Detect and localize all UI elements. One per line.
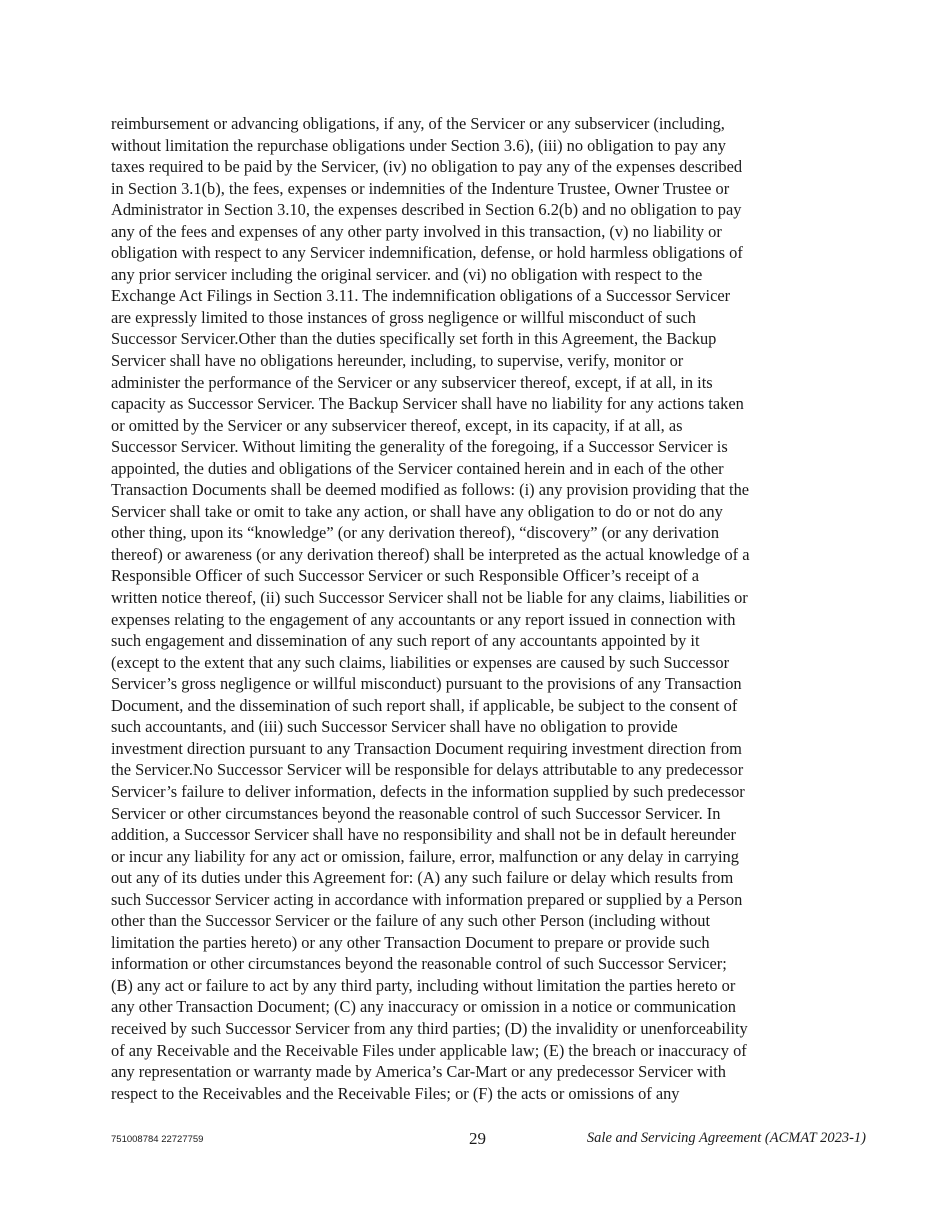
body-line: any prior servicer including the original servicer. and (vi) no obligation with respect to the xyxy=(111,264,703,284)
body-line: received by such Successor Servicer from any third parties; (D) the invalidity or unenforceability xyxy=(111,1018,748,1038)
body-line: the Servicer.No Successor Servicer will be responsible for delays attributable to any predecessor xyxy=(111,760,744,780)
body-line: limitation the parties hereto) or any other Transaction Document to prepare or provide such xyxy=(111,932,710,952)
body-line: Responsible Officer of such Successor Servicer or such Responsible Officer’s receipt of a xyxy=(111,566,700,586)
body-line: Servicer’s gross negligence or willful misconduct) pursuant to the provisions of any Transaction xyxy=(111,674,742,694)
body-line: administer the performance of the Servicer or any subservicer thereof, except, if at all, in its xyxy=(111,372,713,392)
body-line: respect to the Receivables and the Receivable Files; or (F) the acts or omissions of any xyxy=(111,1083,680,1103)
page-footer xyxy=(111,1128,866,1154)
body-line: addition, a Successor Servicer shall have no responsibility and shall not be in default hereunder xyxy=(111,825,736,845)
document-title: Sale and Servicing Agreement (ACMAT 2023-1) xyxy=(586,1130,866,1146)
body-line: Servicer or other circumstances beyond the reasonable control of such Successor Servicer. In xyxy=(111,803,721,823)
body-line: without limitation the repurchase obligations under Section 3.6), (iii) no obligation to pay any xyxy=(111,135,726,155)
page-number: 29 xyxy=(469,1129,486,1148)
body-line: any other Transaction Document; (C) any inaccuracy or omission in a notice or communication xyxy=(111,997,736,1017)
body-line: written notice thereof, (ii) such Successor Servicer shall not be liable for any claims, liabilities or xyxy=(111,588,748,608)
body-line: information or other circumstances beyond the reasonable control of such Successor Servicer; xyxy=(111,954,727,974)
body-line: are expressly limited to those instances of gross negligence or willful misconduct of such xyxy=(111,307,696,327)
body-line: in Section 3.1(b), the fees, expenses or indemnities of the Indenture Trustee, Owner Trustee or xyxy=(111,178,730,198)
body-line: taxes required to be paid by the Servicer, (iv) no obligation to pay any of the expenses described xyxy=(111,157,743,177)
body-line: of any Receivable and the Receivable Files under applicable law; (E) the breach or inaccuracy of xyxy=(111,1040,747,1060)
body-line: such accountants, and (iii) such Successor Servicer shall have no obligation to provide xyxy=(111,717,678,737)
body-line: Exchange Act Filings in Section 3.11. The indemnification obligations of a Successor Servicer xyxy=(111,286,731,306)
body-line: other than the Successor Servicer or the failure of any such other Person (including without xyxy=(111,911,711,931)
body-line: thereof) or awareness (or any derivation thereof) shall be interpreted as the actual knowledge of a xyxy=(111,544,750,564)
body-line: Document, and the dissemination of such report shall, if applicable, be subject to the consent of xyxy=(111,695,738,715)
body-line: out any of its duties under this Agreement for: (A) any such failure or delay which results from xyxy=(111,868,734,888)
document-id: 751008784 22727759 xyxy=(111,1134,204,1145)
body-line: such engagement and dissemination of any such report of any accountants appointed by it xyxy=(111,631,700,651)
body-line: investment direction pursuant to any Transaction Document requiring investment direction from xyxy=(111,738,742,758)
body-line: or omitted by the Servicer or any subservicer thereof, except, in its capacity, if at all, as xyxy=(111,415,683,435)
body-line: Successor Servicer.Other than the duties specifically set forth in this Agreement, the Backup xyxy=(111,329,717,349)
body-line: any representation or warranty made by America’s Car-Mart or any predecessor Servicer with xyxy=(111,1062,726,1082)
body-line: (except to the extent that any such claims, liabilities or expenses are caused by such Successor xyxy=(111,652,730,672)
body-line: obligation with respect to any Servicer indemnification, defense, or hold harmless obligations of xyxy=(111,243,743,263)
body-line: Servicer shall take or omit to take any action, or shall have any obligation to do or not do any xyxy=(111,501,723,521)
body-line: Servicer shall have no obligations hereunder, including, to supervise, verify, monitor or xyxy=(111,351,684,371)
body-line: Administrator in Section 3.10, the expenses described in Section 6.2(b) and no obligation to pay xyxy=(111,200,742,220)
body-line: such Successor Servicer acting in accordance with information prepared or supplied by a Person xyxy=(111,889,743,909)
body-line: Transaction Documents shall be deemed modified as follows: (i) any provision providing that the xyxy=(111,480,750,500)
body-line: any of the fees and expenses of any other party involved in this transaction, (v) no liability or xyxy=(111,221,722,241)
body-line: or incur any liability for any act or omission, failure, error, malfunction or any delay in carrying xyxy=(111,846,739,866)
body-line: Successor Servicer. Without limiting the generality of the foregoing, if a Successor Servicer is xyxy=(111,437,728,457)
body-line: capacity as Successor Servicer. The Backup Servicer shall have no liability for any actions taken xyxy=(111,394,744,414)
body-line: appointed, the duties and obligations of the Servicer contained herein and in each of the other xyxy=(111,458,724,478)
body-line: reimbursement or advancing obligations, if any, of the Servicer or any subservicer (including, xyxy=(111,114,725,133)
body-paragraph xyxy=(111,113,851,1104)
body-line: other thing, upon its “knowledge” (or any derivation thereof), “discovery” (or any derivation xyxy=(111,523,720,543)
body-line: Servicer’s failure to deliver information, defects in the information supplied by such predecessor xyxy=(111,781,745,801)
body-line: expenses relating to the engagement of any accountants or any report issued in connection with xyxy=(111,609,736,629)
body-line: (B) any act or failure to act by any third party, including without limitation the parties hereto or xyxy=(111,975,736,995)
